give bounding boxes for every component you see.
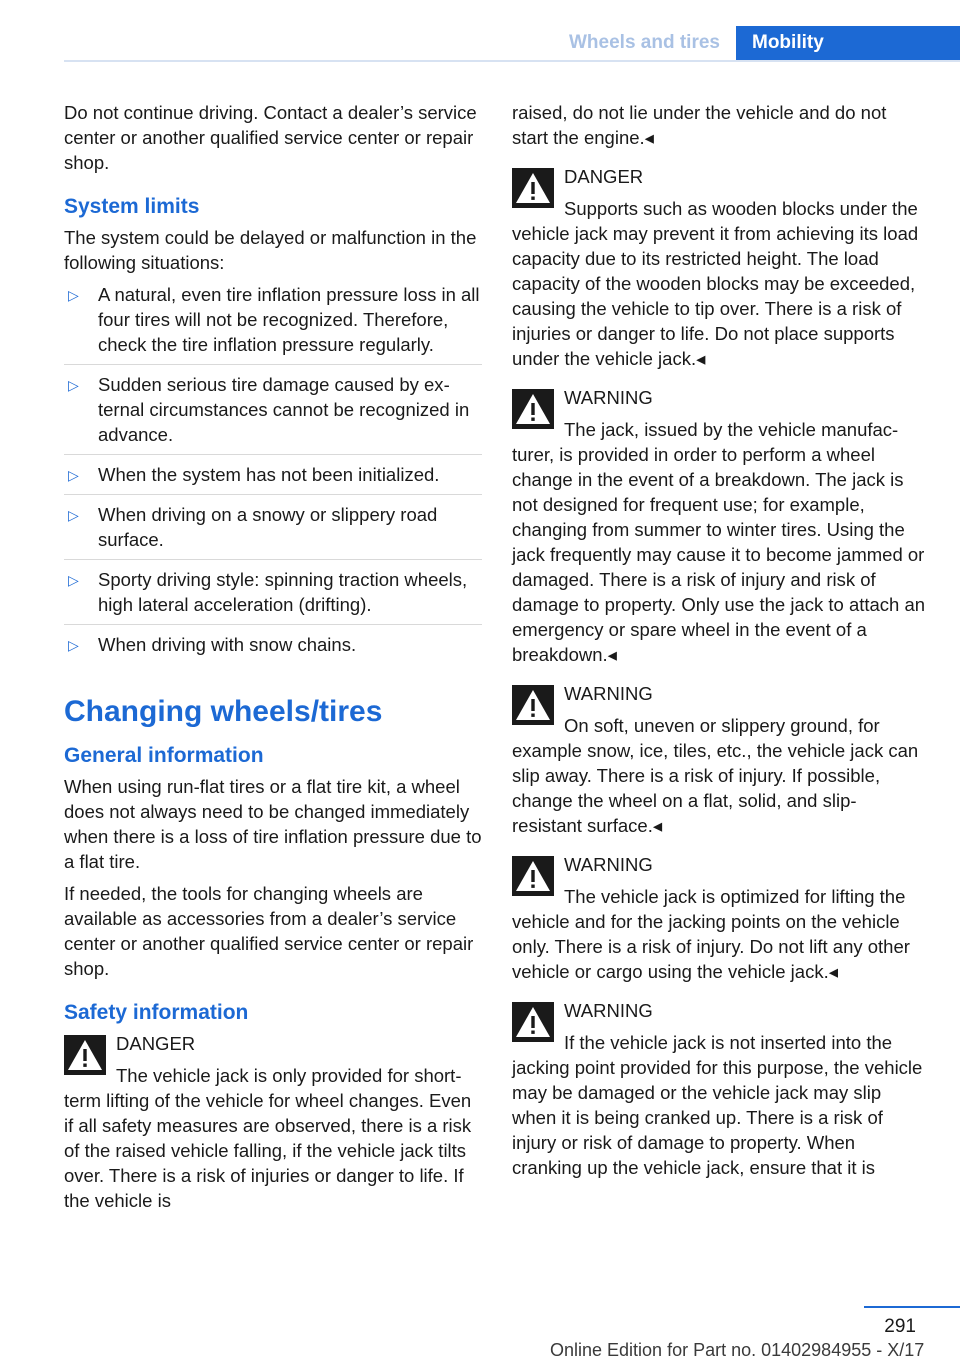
notice-label: WARNING bbox=[564, 854, 653, 875]
header-section: Wheels and tires bbox=[569, 32, 720, 53]
list-item bbox=[64, 502, 482, 560]
triangle-right-icon: ▷ bbox=[68, 467, 79, 483]
edition-note: Online Edition for Part no. 01402984955 - X/17 bbox=[550, 1340, 925, 1360]
danger-text: The vehicle jack is only provided for short-term lifting of the vehicle for wheel changes. Even if all safety measures are observed, there is a risk of the raised vehicle falling, if the vehicle jack tilts over. There is a risk of injuries or danger to life. If the vehicle is bbox=[64, 1065, 472, 1211]
notice-label: DANGER bbox=[564, 166, 644, 187]
system-limits-intro: The system could be delayed or malfunction in the following situations: bbox=[64, 227, 477, 273]
notice-text: The vehicle jack is optimized for lifting the vehicle and for the jacking points on the vehicle only. There is a risk of injury. Do not lift any other vehicle or cargo using the vehicle jack.◂ bbox=[512, 886, 910, 982]
list-item-text: Sporty driving style: spinning traction wheels, high lateral acceleration (drifting). bbox=[98, 569, 468, 615]
system-limits-heading: System limits bbox=[64, 195, 200, 218]
triangle-right-icon: ▷ bbox=[68, 507, 79, 523]
list-item bbox=[64, 372, 482, 455]
notice-label: WARNING bbox=[564, 1000, 653, 1021]
warning-notice bbox=[512, 681, 926, 838]
right-column bbox=[512, 100, 926, 1188]
warning-triangle-icon bbox=[512, 389, 554, 429]
warning-triangle-icon bbox=[64, 1035, 106, 1075]
header-rule bbox=[64, 60, 960, 62]
list-item-text: When driving on a snowy or slippery road surface. bbox=[98, 504, 438, 550]
system-limits-list bbox=[64, 282, 482, 664]
list-item bbox=[64, 567, 482, 625]
danger-notice bbox=[512, 164, 926, 371]
left-column bbox=[64, 100, 482, 1221]
list-item bbox=[64, 632, 482, 664]
intro-paragraph: Do not continue driving. Contact a dealer’s service center or another qualified service center or repair shop. bbox=[64, 102, 477, 173]
footer-rule bbox=[864, 1306, 960, 1308]
warning-triangle-icon bbox=[512, 856, 554, 896]
triangle-right-icon: ▷ bbox=[68, 287, 79, 303]
danger-label: DANGER bbox=[116, 1033, 196, 1054]
danger-notice bbox=[64, 1031, 482, 1213]
general-info-heading: General information bbox=[64, 744, 264, 767]
triangle-right-icon: ▷ bbox=[68, 572, 79, 588]
page-number: 291 bbox=[884, 1316, 916, 1337]
general-info-paragraph-1: When using run-flat tires or a flat tire kit, a wheel does not always need to be changed immediately when there is a loss of tire inflation pressure due to a flat tire. bbox=[64, 776, 482, 872]
list-item-text: Sudden serious tire damage caused by external circumstances cannot be recognized in advance. bbox=[98, 374, 470, 445]
triangle-right-icon: ▷ bbox=[68, 377, 79, 393]
warning-triangle-icon bbox=[512, 1002, 554, 1042]
warning-notice bbox=[512, 385, 926, 667]
general-info-paragraph-2: If needed, the tools for changing wheels are available as accessories from a dealer’s service center or another qualified service center or repair shop. bbox=[64, 883, 474, 979]
warning-triangle-icon bbox=[512, 168, 554, 208]
header-chapter: Mobility bbox=[736, 26, 960, 60]
list-item-text: When the system has not been initialized. bbox=[98, 464, 440, 485]
notice-text: The jack, issued by the vehicle manufacturer, is provided in order to perform a wheel change in the event of a breakdown. The jack is not designed for frequent use; for example, changing from summer to winter tires. Using the jack frequently may cause it to become jammed or damaged. There is a risk of injury and risk of damage to property. Only use the jack to attach an emergency or spare wheel in the event of a breakdown.◂ bbox=[512, 419, 926, 665]
notice-label: WARNING bbox=[564, 683, 653, 704]
triangle-right-icon: ▷ bbox=[68, 637, 79, 653]
list-item bbox=[64, 462, 482, 495]
notice-text: On soft, uneven or slippery ground, for example snow, ice, tiles, etc., the vehicle jack can slip away. There is a risk of injury. If possible, change the wheel on a flat, solid, and slip-resistant surface.◂ bbox=[512, 715, 919, 836]
notice-text: Supports such as wooden blocks under the vehicle jack may prevent it from achieving its load capacity due to its restricted height. The load capacity of the wooden blocks may be exceeded, causing the vehicle to tip over. There is a risk of injuries or danger to life. Do not place supports under the vehicle jack.◂ bbox=[512, 198, 919, 369]
warning-triangle-icon bbox=[512, 685, 554, 725]
warning-notice bbox=[512, 852, 926, 984]
notice-text: If the vehicle jack is not inserted into the jacking point provided for this purpose, the vehicle may be damaged or the vehicle jack may slip when it is being cranked up. There is a risk of injury or risk of damage to property. When cranking up the vehicle jack, ensure that it is bbox=[512, 1032, 923, 1178]
list-item bbox=[64, 282, 482, 365]
notice-label: WARNING bbox=[564, 387, 653, 408]
changing-wheels-heading: Changing wheels/tires bbox=[64, 695, 383, 728]
warning-notice bbox=[512, 998, 926, 1180]
list-item-text: A natural, even tire inflation pressure loss in all four tires will not be recognized. Therefore, check the tire inflation pressure regularly. bbox=[98, 284, 480, 355]
safety-info-heading: Safety information bbox=[64, 1001, 249, 1024]
continued-paragraph: raised, do not lie under the vehicle and do not start the engine.◂ bbox=[512, 102, 887, 148]
list-item-text: When driving with snow chains. bbox=[98, 634, 357, 655]
